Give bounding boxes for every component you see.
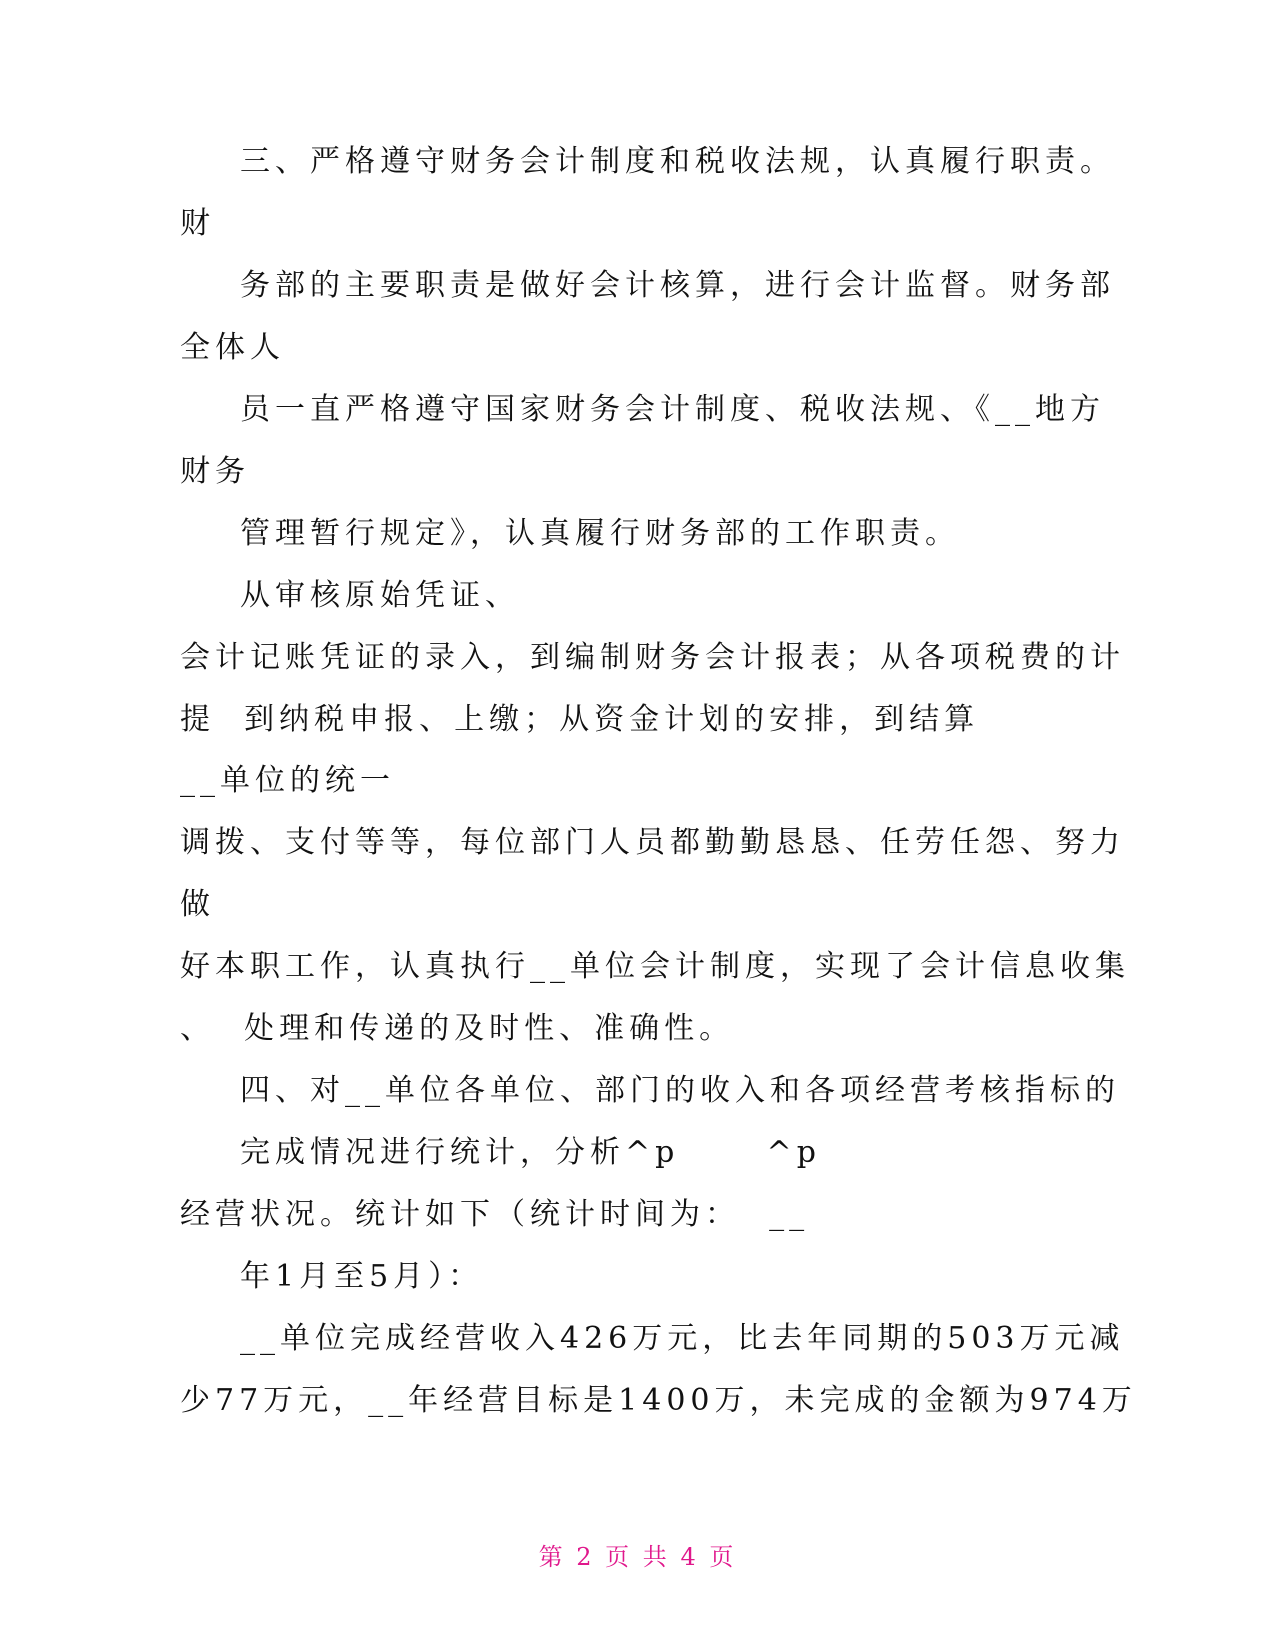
text-line: 完成情况进行统计，分析^p ^p [240, 1135, 821, 1170]
text-line: 年1月至5月）： [240, 1259, 484, 1294]
text-line: 调拨、支付等等，每位部门人员都勤勤恳恳、任劳任怨、努力 [180, 825, 1125, 860]
text-line: 务部的主要职责是做好会计核算，进行会计监督。财务部 [240, 268, 1115, 303]
text-line: 会计记账凭证的录入，到编制财务会计报表；从各项税费的计 [180, 640, 1125, 675]
text-line: __单位完成经营收入426万元，比去年同期的503万元减 [240, 1321, 1125, 1356]
text-line: 全体人 [180, 330, 285, 365]
text-line: 从审核原始凭证、 [240, 578, 520, 613]
text-line: 提 到纳税申报、上缴；从资金计划的安排，到结算 [180, 702, 980, 737]
text-line: 做 [180, 887, 215, 922]
text-line: 少77万元，__年经营目标是1400万，未完成的金额为974万 [180, 1383, 1137, 1418]
text-line: 财 [180, 206, 215, 241]
text-line: 四、对__单位各单位、部门的收入和各项经营考核指标的 [240, 1073, 1120, 1108]
text-line: 好本职工作，认真执行__单位会计制度，实现了会计信息收集 [180, 949, 1130, 984]
text-line: 、 处理和传递的及时性、准确性。 [180, 1011, 735, 1046]
text-line: 管理暂行规定》，认真履行财务部的工作职责。 [240, 516, 960, 551]
text-line: 财务 [180, 454, 250, 489]
text-line: 经营状况。统计如下（统计时间为： __ [180, 1197, 810, 1232]
text-line: 员一直严格遵守国家财务会计制度、税收法规、《__地方 [240, 392, 1105, 427]
text-line: __单位的统一 [180, 763, 395, 798]
page-number-footer: 第 2 页 共 4 页 [538, 1543, 737, 1571]
text-line: 三、严格遵守财务会计制度和税收法规，认真履行职责。 [240, 144, 1115, 179]
